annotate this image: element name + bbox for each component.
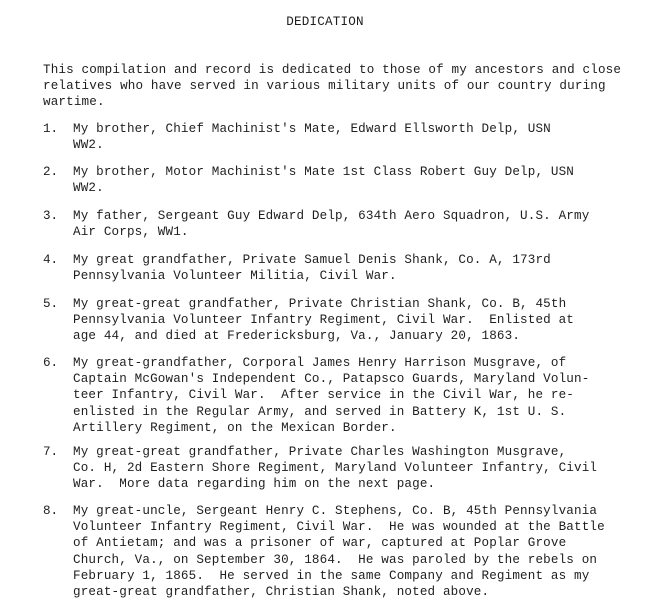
item-line: WW2. [73,138,104,153]
intro-paragraph [43,62,643,111]
item-text [73,444,643,493]
item-text [73,164,643,196]
item-line: teer Infantry, Civil War. After service in the Civil War, he re- [73,388,574,403]
page-title: DEDICATION [286,15,364,29]
item-line: My great-uncle, Sergeant Henry C. Stephens, Co. B, 45th Pennsylvania [73,504,598,518]
item-text [73,252,643,284]
item-line: My father, Sergeant Guy Edward Delp, 634th Aero Squadron, U.S. Army [73,209,590,223]
item-line: My great-great grandfather, Private Charles Washington Musgrave, [73,445,567,459]
intro-line: This compilation and record is dedicated to those of my ancestors and close [43,63,622,77]
item-line: War. More data regarding him on the next page. [73,477,436,492]
item-line: great-great grandfather, Christian Shank, noted above. [73,585,490,600]
item-number: 2. [43,165,59,179]
item-line: age 44, and died at Fredericksburg, Va., January 20, 1863. [73,329,521,344]
item-line: WW2. [73,181,104,196]
item-text [73,355,643,436]
item-number: 6. [43,356,59,370]
item-line: enlisted in the Regular Army, and served in Battery K, 1st U. S. [73,404,567,419]
item-number: 4. [43,253,59,267]
item-line: of Antietam; and was a prisoner of war, captured at Poplar Grove [73,536,567,551]
item-line: Captain McGowan's Independent Co., Patapsco Guards, Maryland Volun- [73,372,590,387]
item-line: Church, Va., on September 30, 1864. He was paroled by the rebels on [73,552,598,567]
item-line: February 1, 1865. He served in the same Company and Regiment as my [73,568,590,583]
item-line: My great grandfather, Private Samuel Denis Shank, Co. A, 173rd [73,253,551,267]
item-line: Volunteer Infantry Regiment, Civil War. He was wounded at the Battle [73,520,605,535]
intro-line: wartime. [43,95,105,110]
item-line: My brother, Motor Machinist's Mate 1st Class Robert Guy Delp, USN [73,165,574,179]
item-line: My great-great grandfather, Private Christian Shank, Co. B, 45th [73,297,567,311]
item-text [73,296,643,345]
item-number: 5. [43,297,59,311]
item-line: Pennsylvania Volunteer Militia, Civil War. [73,269,397,284]
item-text [73,208,643,240]
item-line: Air Corps, WW1. [73,225,189,240]
item-line: Co. H, 2d Eastern Shore Regiment, Maryland Volunteer Infantry, Civil [73,461,598,476]
item-line: Artillery Regiment, on the Mexican Border. [73,420,397,435]
item-number: 3. [43,209,59,223]
item-line: My great-grandfather, Corporal James Henry Harrison Musgrave, of [73,356,567,370]
item-text [73,503,643,600]
item-number: 1. [43,122,59,136]
item-line: My brother, Chief Machinist's Mate, Edward Ellsworth Delp, USN [73,122,551,136]
item-number: 8. [43,504,59,518]
item-text [73,121,643,153]
item-number: 7. [43,445,59,459]
item-line: Pennsylvania Volunteer Infantry Regiment, Civil War. Enlisted at [73,313,574,328]
intro-line: relatives who have served in various military units of our country during [43,79,606,94]
